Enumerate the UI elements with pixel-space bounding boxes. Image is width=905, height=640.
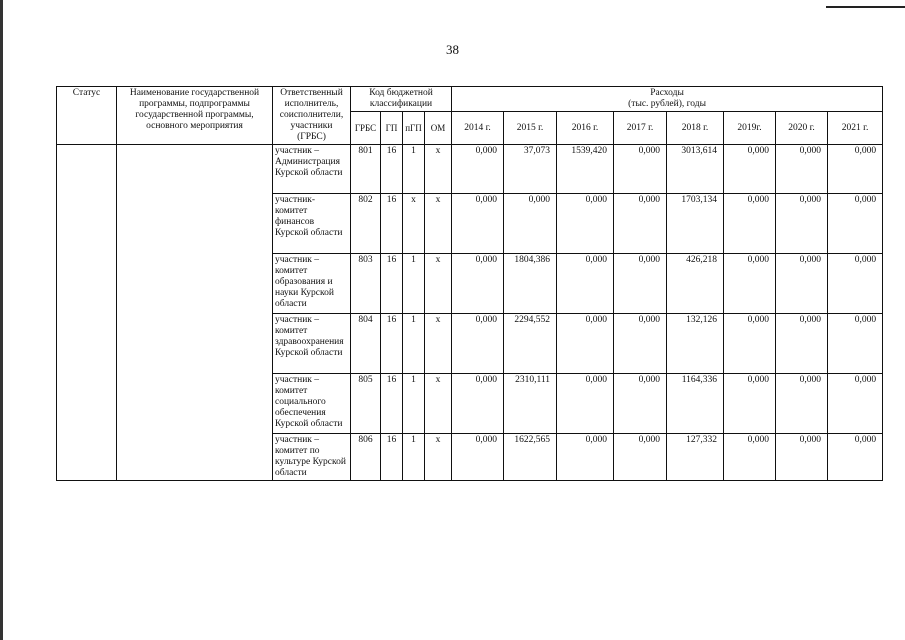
value-2016: 0,000 (557, 254, 614, 314)
value-2015: 1622,565 (504, 434, 557, 481)
value-2014: 0,000 (452, 145, 504, 194)
value-2019: 0,000 (724, 434, 776, 481)
program-name-cell (117, 145, 273, 481)
om-cell: х (425, 145, 452, 194)
header-status: Статус (57, 87, 117, 145)
value-2017: 0,000 (614, 374, 667, 434)
grbs-cell: 803 (351, 254, 381, 314)
executor-cell: участник – комитет здравоохранения Курской области (273, 314, 351, 374)
om-cell: х (425, 314, 452, 374)
header-year-2015: 2015 г. (504, 112, 557, 145)
value-2017: 0,000 (614, 145, 667, 194)
value-2014: 0,000 (452, 314, 504, 374)
value-2020: 0,000 (776, 374, 828, 434)
gp-cell: 16 (381, 314, 403, 374)
om-cell: х (425, 194, 452, 254)
om-cell: х (425, 434, 452, 481)
pgp-cell: 1 (403, 145, 425, 194)
header-program-name: Наименование государственной программы, подпрограммы государственной программы, основного мероприятия (117, 87, 273, 145)
executor-cell: участник – Администрация Курской области (273, 145, 351, 194)
grbs-cell: 804 (351, 314, 381, 374)
value-2016: 0,000 (557, 374, 614, 434)
value-2021: 0,000 (828, 374, 883, 434)
value-2020: 0,000 (776, 254, 828, 314)
value-2014: 0,000 (452, 374, 504, 434)
value-2019: 0,000 (724, 145, 776, 194)
value-2014: 0,000 (452, 194, 504, 254)
pgp-cell: 1 (403, 374, 425, 434)
header-code-grbs: ГРБС (351, 112, 381, 145)
gp-cell: 16 (381, 194, 403, 254)
header-year-2020: 2020 г. (776, 112, 828, 145)
value-2014: 0,000 (452, 254, 504, 314)
gp-cell: 16 (381, 145, 403, 194)
value-2020: 0,000 (776, 194, 828, 254)
executor-cell: участник – комитет образования и науки Курской области (273, 254, 351, 314)
value-2018: 426,218 (667, 254, 724, 314)
value-2015: 0,000 (504, 194, 557, 254)
table-row (57, 145, 883, 194)
value-2017: 0,000 (614, 314, 667, 374)
value-2020: 0,000 (776, 145, 828, 194)
pgp-cell: 1 (403, 434, 425, 481)
value-2021: 0,000 (828, 434, 883, 481)
header-year-2021: 2021 г. (828, 112, 883, 145)
header-year-2014: 2014 г. (452, 112, 504, 145)
value-2020: 0,000 (776, 314, 828, 374)
value-2018: 1703,134 (667, 194, 724, 254)
gp-cell: 16 (381, 254, 403, 314)
header-budget-code: Код бюджетной классификации (351, 87, 452, 112)
value-2019: 0,000 (724, 254, 776, 314)
value-2019: 0,000 (724, 374, 776, 434)
value-2019: 0,000 (724, 194, 776, 254)
gp-cell: 16 (381, 374, 403, 434)
value-2018: 3013,614 (667, 145, 724, 194)
value-2017: 0,000 (614, 254, 667, 314)
executor-cell: участник – комитет по культуре Курской области (273, 434, 351, 481)
header-code-gp: ГП (381, 112, 403, 145)
value-2019: 0,000 (724, 314, 776, 374)
header-row-1 (57, 87, 883, 112)
grbs-cell: 801 (351, 145, 381, 194)
value-2015: 37,073 (504, 145, 557, 194)
value-2020: 0,000 (776, 434, 828, 481)
header-year-2016: 2016 г. (557, 112, 614, 145)
page-number: 38 (446, 42, 459, 57)
grbs-cell: 805 (351, 374, 381, 434)
header-year-2017: 2017 г. (614, 112, 667, 145)
header-code-om: ОМ (425, 112, 452, 145)
executor-cell: участник – комитет социального обеспечения Курской области (273, 374, 351, 434)
header-responsible: Ответственный исполнитель, соисполнители, участники (ГРБС) (273, 87, 351, 145)
status-cell (57, 145, 117, 481)
grbs-cell: 802 (351, 194, 381, 254)
executor-cell: участник- комитет финансов Курской области (273, 194, 351, 254)
budget-table (56, 86, 883, 481)
value-2015: 1804,386 (504, 254, 557, 314)
value-2014: 0,000 (452, 434, 504, 481)
om-cell: х (425, 254, 452, 314)
om-cell: х (425, 374, 452, 434)
value-2016: 1539,420 (557, 145, 614, 194)
value-2021: 0,000 (828, 254, 883, 314)
scan-edge-top (826, 6, 905, 8)
scan-edge-left (0, 0, 3, 640)
value-2017: 0,000 (614, 434, 667, 481)
value-2018: 1164,336 (667, 374, 724, 434)
grbs-cell: 806 (351, 434, 381, 481)
header-year-2019: 2019г. (724, 112, 776, 145)
pgp-cell: 1 (403, 254, 425, 314)
value-2016: 0,000 (557, 314, 614, 374)
value-2017: 0,000 (614, 194, 667, 254)
value-2016: 0,000 (557, 194, 614, 254)
value-2021: 0,000 (828, 314, 883, 374)
value-2015: 2294,552 (504, 314, 557, 374)
header-year-2018: 2018 г. (667, 112, 724, 145)
gp-cell: 16 (381, 434, 403, 481)
header-code-pgp: пГП (403, 112, 425, 145)
header-expenses: Расходы (тыс. рублей), годы (452, 87, 883, 112)
value-2021: 0,000 (828, 145, 883, 194)
value-2016: 0,000 (557, 434, 614, 481)
value-2018: 132,126 (667, 314, 724, 374)
value-2015: 2310,111 (504, 374, 557, 434)
value-2018: 127,332 (667, 434, 724, 481)
pgp-cell: 1 (403, 314, 425, 374)
value-2021: 0,000 (828, 194, 883, 254)
pgp-cell: х (403, 194, 425, 254)
